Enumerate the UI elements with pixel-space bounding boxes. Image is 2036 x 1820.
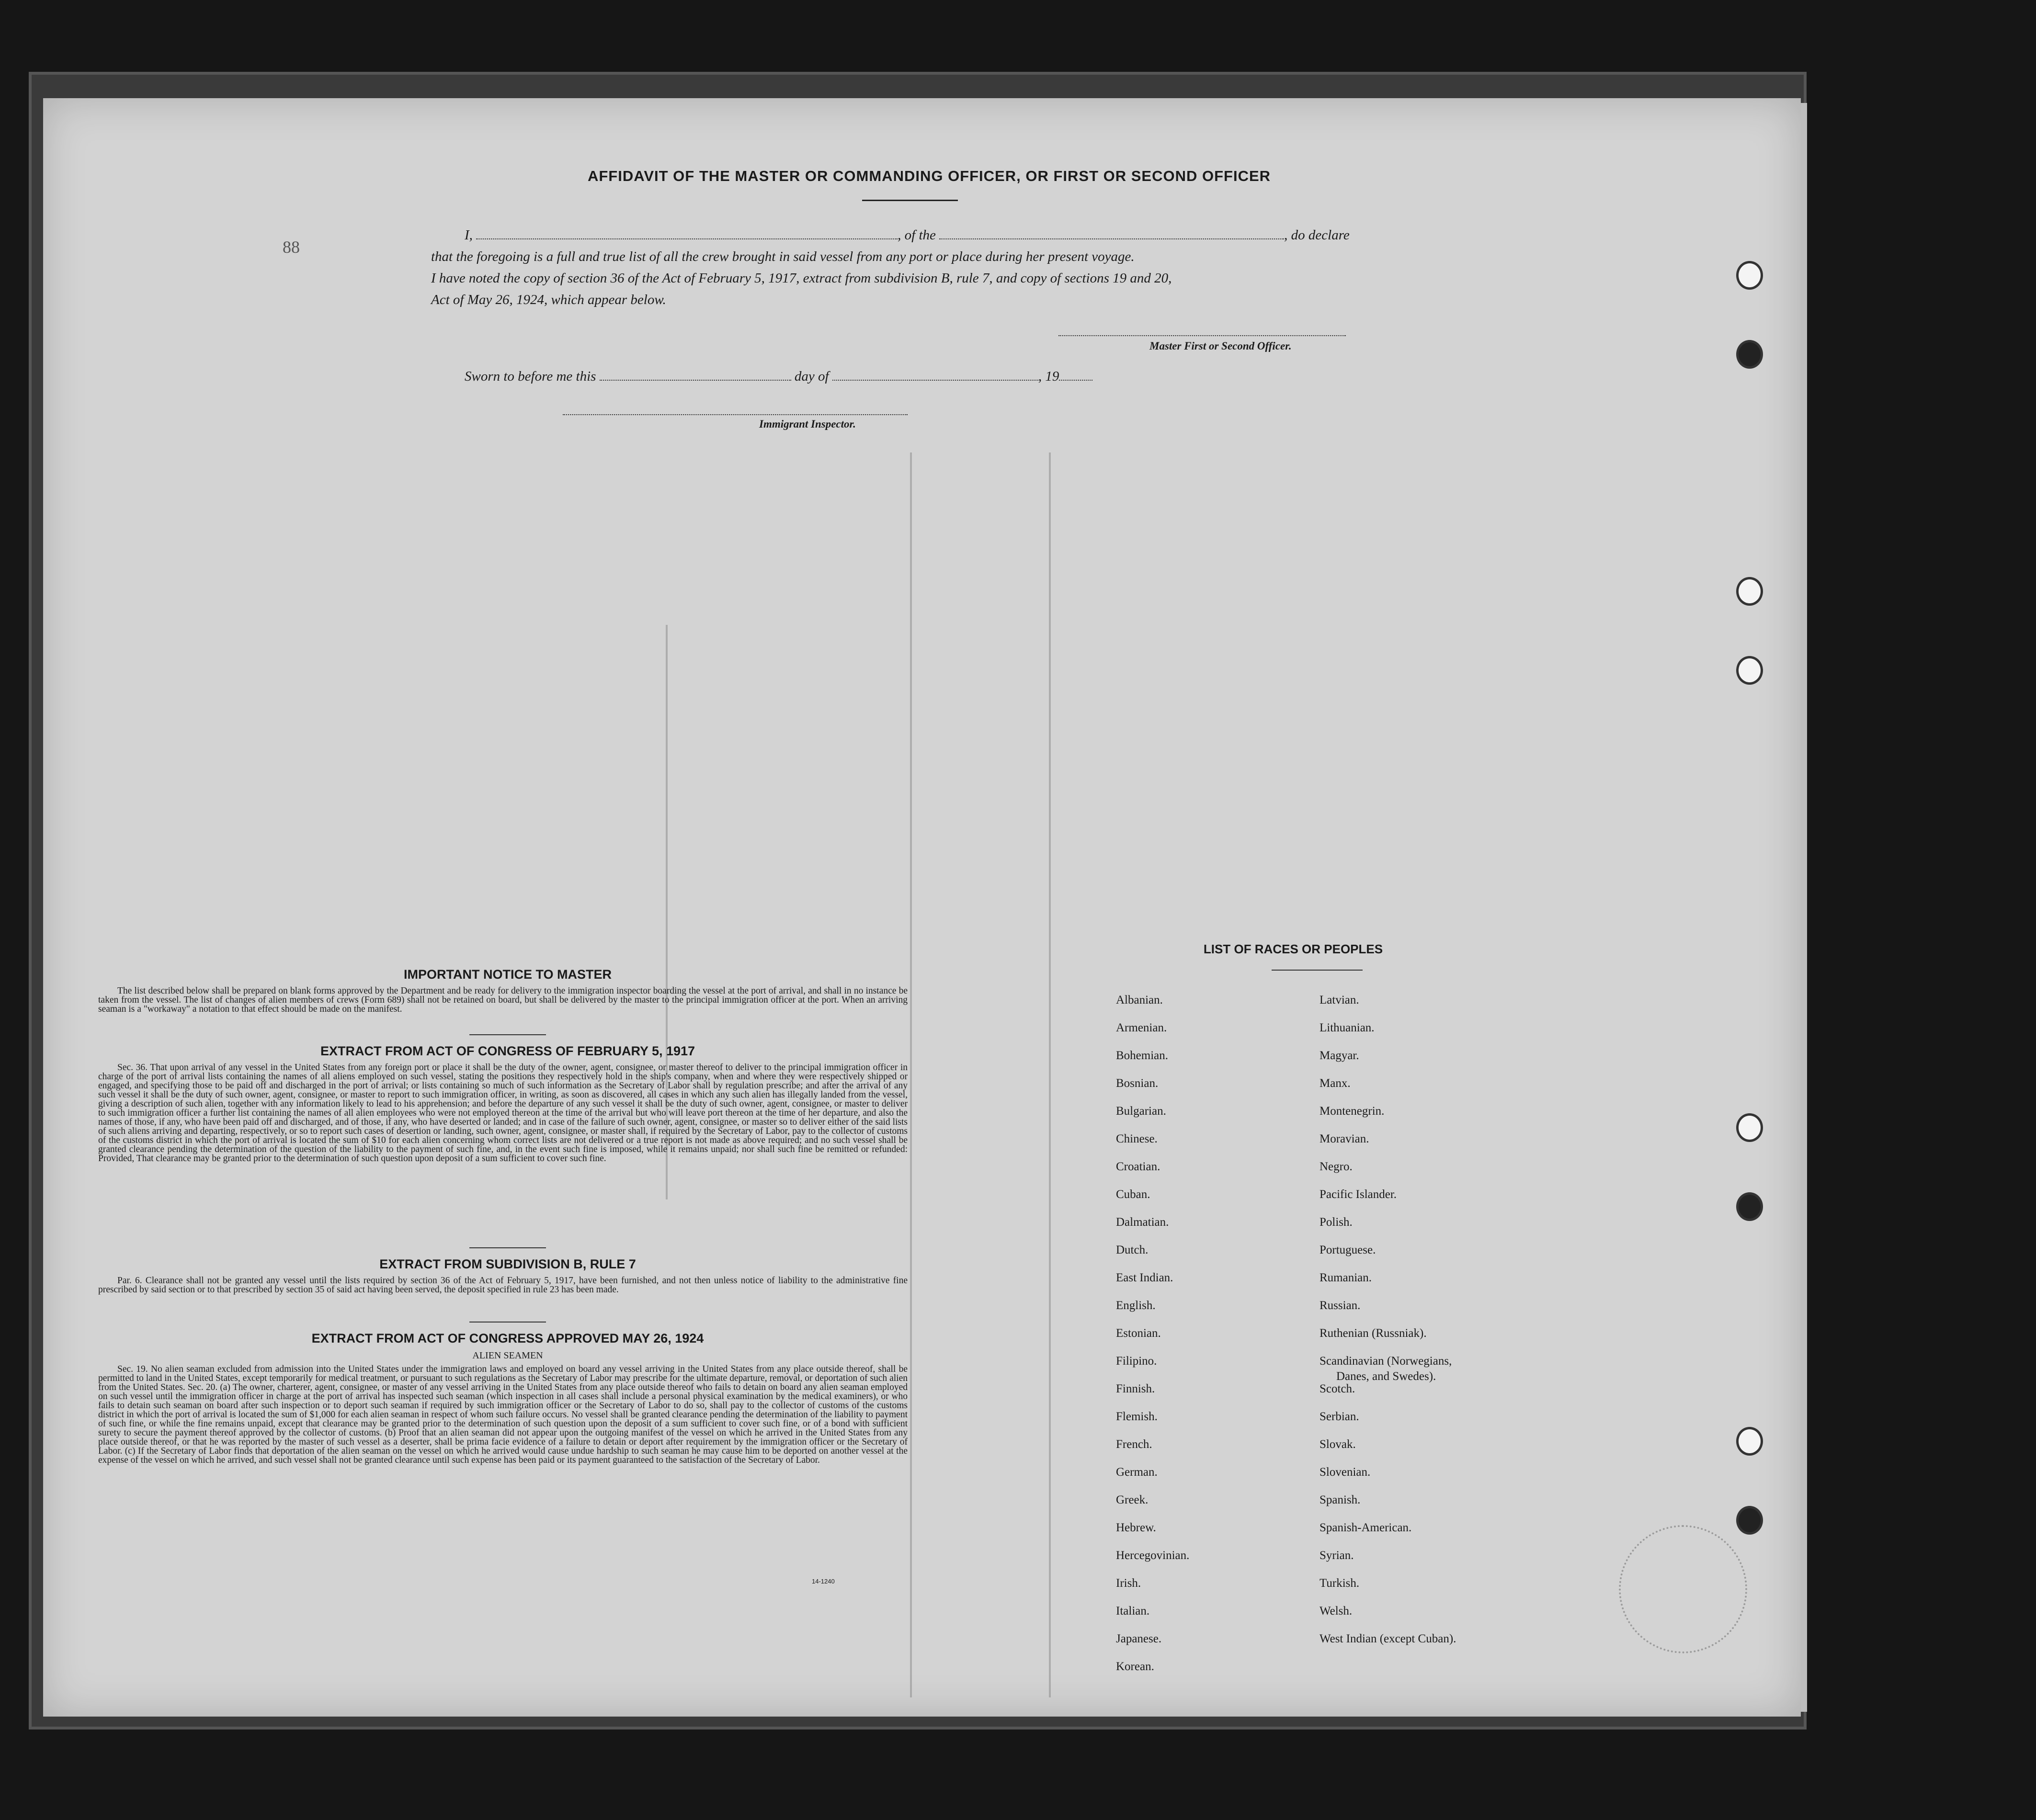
race-item: Greek. <box>1116 1493 1149 1506</box>
race-item: Italian. <box>1116 1605 1150 1617</box>
race-item: Welsh. <box>1319 1605 1353 1617</box>
race-item: Estonian. <box>1116 1327 1161 1340</box>
race-item: Armenian. <box>1116 1021 1167 1034</box>
race-item: Latvian. <box>1319 994 1359 1006</box>
affidavit-line-1 <box>465 227 1350 243</box>
day-blank[interactable] <box>600 370 791 381</box>
affidavit-line-2: that the foregoing is a full and true list of all the crew brought in said vessel from any port or place during her present voyage. <box>431 249 1135 264</box>
race-item: Rumanian. <box>1319 1271 1372 1284</box>
race-item: Hercegovinian. <box>1116 1549 1190 1562</box>
race-item: Bulgarian. <box>1116 1105 1166 1118</box>
race-item: Turkish. <box>1319 1577 1360 1590</box>
vessel-blank[interactable] <box>939 229 1284 239</box>
race-item: East Indian. <box>1116 1271 1173 1284</box>
punch-hole <box>1736 1506 1763 1535</box>
race-item: Cuban. <box>1116 1188 1150 1201</box>
race-item: Russian. <box>1319 1299 1361 1312</box>
subdivision-title: EXTRACT FROM SUBDIVISION B, RULE 7 <box>379 1257 636 1271</box>
section-rule <box>469 1247 546 1248</box>
race-item: Spanish. <box>1319 1493 1361 1506</box>
race-item: Danes, and Swedes). <box>1336 1370 1436 1383</box>
race-item: Filipino. <box>1116 1355 1157 1368</box>
affidavit-title: AFFIDAVIT OF THE MASTER OR COMMANDING OFFICER, OR FIRST OR SECOND OFFICER <box>587 168 1271 184</box>
notice-text: The list described below shall be prepared on blank forms approved by the Department and be ready for delivery to the immigration inspector boarding the vessel at the port of arrival, and shall in no instance be taken from the vessel. The list of changes of alien members of crews (Form 689) shall not be retained on board, but shall be delivered by the master to the principal immigration officer at the port. When an arriving seaman is a "workaway" a notation to that effect should be made on the manifest. <box>98 986 908 1014</box>
extract-1917-title: EXTRACT FROM ACT OF CONGRESS OF FEBRUARY 5, 1917 <box>320 1044 695 1058</box>
extract-1924-title: EXTRACT FROM ACT OF CONGRESS APPROVED MAY 26, 1924 <box>311 1331 704 1345</box>
month-blank[interactable] <box>832 370 1038 381</box>
day-of-label: day of <box>794 369 829 384</box>
race-item: Magyar. <box>1319 1049 1359 1062</box>
race-item: Spanish-American. <box>1319 1521 1412 1534</box>
subdivision-text: Par. 6. Clearance shall not be granted any vessel until the lists required by section 36 of the Act of February 5, 1917, have been furnished, and not then unless notice of liability to the administrative fine prescribed by said section or to that prescribed by section 35 of said act having been served, the deposit specified in rule 23 has been made. <box>98 1276 908 1295</box>
declare-label: , do declare <box>1284 227 1350 243</box>
punch-hole <box>1736 261 1763 290</box>
punch-hole <box>1736 577 1763 606</box>
race-item: Syrian. <box>1319 1549 1354 1562</box>
year-prefix: , 19 <box>1038 369 1059 384</box>
punch-hole <box>1736 1427 1763 1456</box>
race-item: Bosnian. <box>1116 1077 1159 1090</box>
extract-1924-text: Sec. 19. No alien seaman excluded from admission into the United States under the immigration laws and employed on board any vessel arriving in the United States from any place outside thereof, shall be permitted to land in the United States, except temporarily for medical treatment, or pursuant to such regulations as the Secretary of Labor may prescribe for the ultimate departure, removal, or deportation of such alien from the United States. Sec. 20. (a) The owner, charterer, agent, consignee, or master of any vessel arriving in the United States from any place outside thereof who fails to detain on board any alien seaman employed on such vessel until the immigration officer in charge at the port of arrival has inspected such seaman (which inspection in all cases shall include a personal physical examination by the medical examiners), or who fails to detain such seaman on board after such inspection or to deport such seaman if required by such immigration officer or the Secretary of Labor to do so, shall pay to the collector of customs of the customs district in which the port of arrival is located the sum of $1,000 for each alien seaman in respect of whom such failure occurs. No vessel shall be granted clearance pending the determination of the liability to payment of such fine, or while the fine remains unpaid, except that clearance may be granted prior to the determination of such question upon the deposit of a sum sufficient to cover such fine, or of a bond with sufficient surety to secure the payment thereof approved by the collector of customs. (b) Proof that an alien seaman did not appear upon the outgoing manifest of the vessel on which he arrived in the United States from any place outside thereof, or that he was reported by the master of such vessel as a deserter, shall be prima facie evidence of a failure to detain or deport after requirement by the immigration officer or the Secretary of Labor. (c) If the Secretary of Labor finds that deportation of the alien seaman on the vessel on which he arrived would cause undue hardship to such seaman he may cause him to be deported on another vessel at the expense of the vessel on which he arrived, and such vessel shall not be granted clearance until such expense has been paid or its payment guaranteed to the satisfaction of the Secretary of Labor. <box>98 1364 908 1465</box>
race-item: Lithuanian. <box>1319 1021 1375 1034</box>
race-item: German. <box>1116 1466 1158 1479</box>
race-item: English. <box>1116 1299 1156 1312</box>
race-item: Dutch. <box>1116 1243 1149 1256</box>
punch-hole <box>1736 340 1763 369</box>
affidavit-line-4: Act of May 26, 1924, which appear below. <box>431 292 666 307</box>
race-item: Slovak. <box>1319 1438 1356 1451</box>
race-item: Croatian. <box>1116 1160 1160 1173</box>
manifest-page <box>43 98 1801 1717</box>
race-item: Scandinavian (Norwegians, <box>1319 1355 1452 1368</box>
race-item: Flemish. <box>1116 1410 1158 1423</box>
form-number: 14-1240 <box>812 1578 835 1585</box>
sworn-line <box>465 369 1092 384</box>
race-item: Chinese. <box>1116 1132 1158 1145</box>
race-item: Hebrew. <box>1116 1521 1156 1534</box>
name-blank[interactable] <box>476 229 898 239</box>
master-label: Master First or Second Officer. <box>1149 340 1292 352</box>
races-title: LIST OF RACES OR PEOPLES <box>1203 942 1383 956</box>
bleed-column-rule <box>910 452 912 1697</box>
punch-hole <box>1736 656 1763 685</box>
race-item: Finnish. <box>1116 1382 1155 1395</box>
race-item: Negro. <box>1319 1160 1353 1173</box>
race-item: Serbian. <box>1319 1410 1359 1423</box>
year-blank[interactable] <box>1059 370 1092 381</box>
notice-title: IMPORTANT NOTICE TO MASTER <box>404 967 612 982</box>
i-label: I, <box>465 227 473 243</box>
affidavit-line-3: I have noted the copy of section 36 of the Act of February 5, 1917, extract from subdivision B, rule 7, and copy of sections 19 and 20, <box>431 271 1172 286</box>
race-item: Pacific Islander. <box>1319 1188 1397 1201</box>
race-item: Moravian. <box>1319 1132 1369 1145</box>
race-item: Montenegrin. <box>1319 1105 1385 1118</box>
race-item: Polish. <box>1319 1216 1353 1229</box>
race-item: French. <box>1116 1438 1152 1451</box>
race-item: Ruthenian (Russniak). <box>1319 1327 1427 1340</box>
race-item: West Indian (except Cuban). <box>1319 1632 1456 1645</box>
master-signature-line[interactable] <box>1058 335 1346 336</box>
title-rule <box>862 200 958 201</box>
race-item: Korean. <box>1116 1660 1154 1673</box>
race-item: Slovenian. <box>1319 1466 1371 1479</box>
extract-1917-text: Sec. 36. That upon arrival of any vessel in the United States from any foreign port or place it shall be the duty of the owner, agent, consignee, or master thereof to deliver to the principal immigration officer in charge of the port of arrival lists containing the names of all aliens employed on such vessel, stating the positions they respectively hold in the ship's company, when and where they were respectively shipped or engaged, and specifying those to be paid off and discharged in the port of arrival; or lists containing so much of such information as the Secretary of Labor shall by regulation prescribe; and after the arrival of any such vessel it shall be the duty of such owner, agent, consignee, or master to report to such immigration officer, in writing, as soon as discovered, all cases in which any such alien has illegally landed from the vessel, giving a description of such alien, together with any information likely to lead to his apprehension; and before the departure of any such vessel it shall be the duty of such owner, agent, consignee, or master to deliver to such immigration officer a further list containing the names of all alien employees who were not employed thereon at the time of the arrival but who will leave port thereon at the time of her departure, and also the names of those, if any, who have been paid off and discharged, and of those, if any, who have deserted or landed; and in case of the failure of such owner, agent, consignee, or master so to deliver either of the said lists of such aliens arriving and departing, respectively, or so to report such cases of desertion or landing, such owner, agent, consignee, or master shall, if required by the Secretary of Labor, pay to the collector of customs of the customs district in which the port of arrival is located the sum of $10 for each alien concerning whom correct lists are not delivered or a true report is not made as above required; and no such vessel shall be granted clearance pending the determination of the question of the liability to the payment of such fine, and, in the event such fine is imposed, while it remains unpaid; nor shall such fine be remitted or refunded: Provided, That clearance may be granted prior to the determination of such question upon deposit of a sum sufficient to cover such fine. <box>98 1063 908 1164</box>
race-item: Albanian. <box>1116 994 1163 1006</box>
of-the-label: , of the <box>898 227 936 243</box>
section-rule <box>469 1322 546 1323</box>
race-item: Bohemian. <box>1116 1049 1169 1062</box>
race-item: Portuguese. <box>1319 1243 1376 1256</box>
race-item: Dalmatian. <box>1116 1216 1169 1229</box>
races-title-rule <box>1272 970 1363 971</box>
punch-hole <box>1736 1113 1763 1142</box>
inspector-signature-line[interactable] <box>563 414 908 415</box>
punch-hole <box>1736 1192 1763 1221</box>
inspector-label: Immigrant Inspector. <box>759 418 856 430</box>
page-number: 88 <box>283 237 300 257</box>
race-item: Irish. <box>1116 1577 1141 1590</box>
faded-stamp <box>1619 1525 1747 1653</box>
bleed-column-rule <box>1049 452 1051 1697</box>
sworn-label: Sworn to before me this <box>465 369 596 384</box>
section-rule <box>469 1034 546 1035</box>
race-item: Scotch. <box>1319 1382 1355 1395</box>
race-item: Manx. <box>1319 1077 1351 1090</box>
race-item: Japanese. <box>1116 1632 1162 1645</box>
alien-seamen-subtitle: ALIEN SEAMEN <box>472 1350 543 1361</box>
